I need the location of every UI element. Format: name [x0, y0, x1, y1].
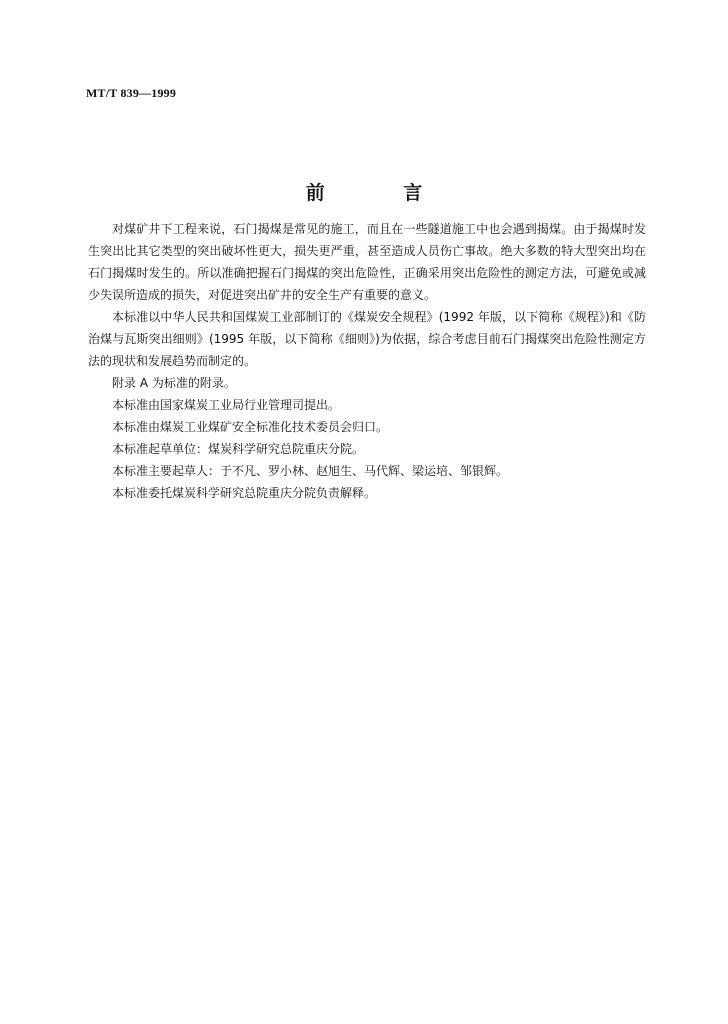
paragraph-interpretation: 本标准委托煤炭科学研究总院重庆分院负责解释。 [112, 486, 377, 500]
paragraph-proposer: 本标准由国家煤炭工业局行业管理司提出。 [112, 398, 341, 412]
paragraph-basis: 本标准以中华人民共和国煤炭工业部制订的《煤炭安全规程》(1992 年版，以下简称《规程》)和《防治煤与瓦斯突出细则》(1995 年版，以下简称《细则》)为依据，综合考虑目前石门揭煤突出危险性测定方法的现状和发展趋势而制定的。 [88, 310, 646, 368]
paragraph-appendix: 附录 A 为标准的附录。 [112, 376, 236, 390]
paragraph-drafters: 本标准主要起草人：于不凡、罗小林、赵旭生、马代辉、梁运培、邹银辉。 [112, 464, 509, 478]
paragraph-committee: 本标准由煤炭工业煤矿安全标准化技术委员会归口。 [112, 420, 389, 434]
standard-code: MT/T 839—1999 [86, 86, 177, 100]
foreword-body [88, 218, 646, 504]
paragraph-intro: 对煤矿井下工程来说，石门揭煤是常见的施工，而且在一些隧道施工中也会遇到揭煤。由于揭煤时发生突出比其它类型的突出破坏性更大，损失更严重，甚至造成人员伤亡事故。绝大多数的特大型突出均在石门揭煤时发生的。所以准确把握石门揭煤的突出危险性，正确采用突出危险性的测定方法，可避免或减少失误所造成的损失，对促进突出矿井的安全生产有重要的意义。 [88, 222, 646, 302]
paragraph-drafting-unit: 本标准起草单位：煤炭科学研究总院重庆分院。 [112, 442, 365, 456]
page-title: 前 言 [305, 182, 459, 204]
